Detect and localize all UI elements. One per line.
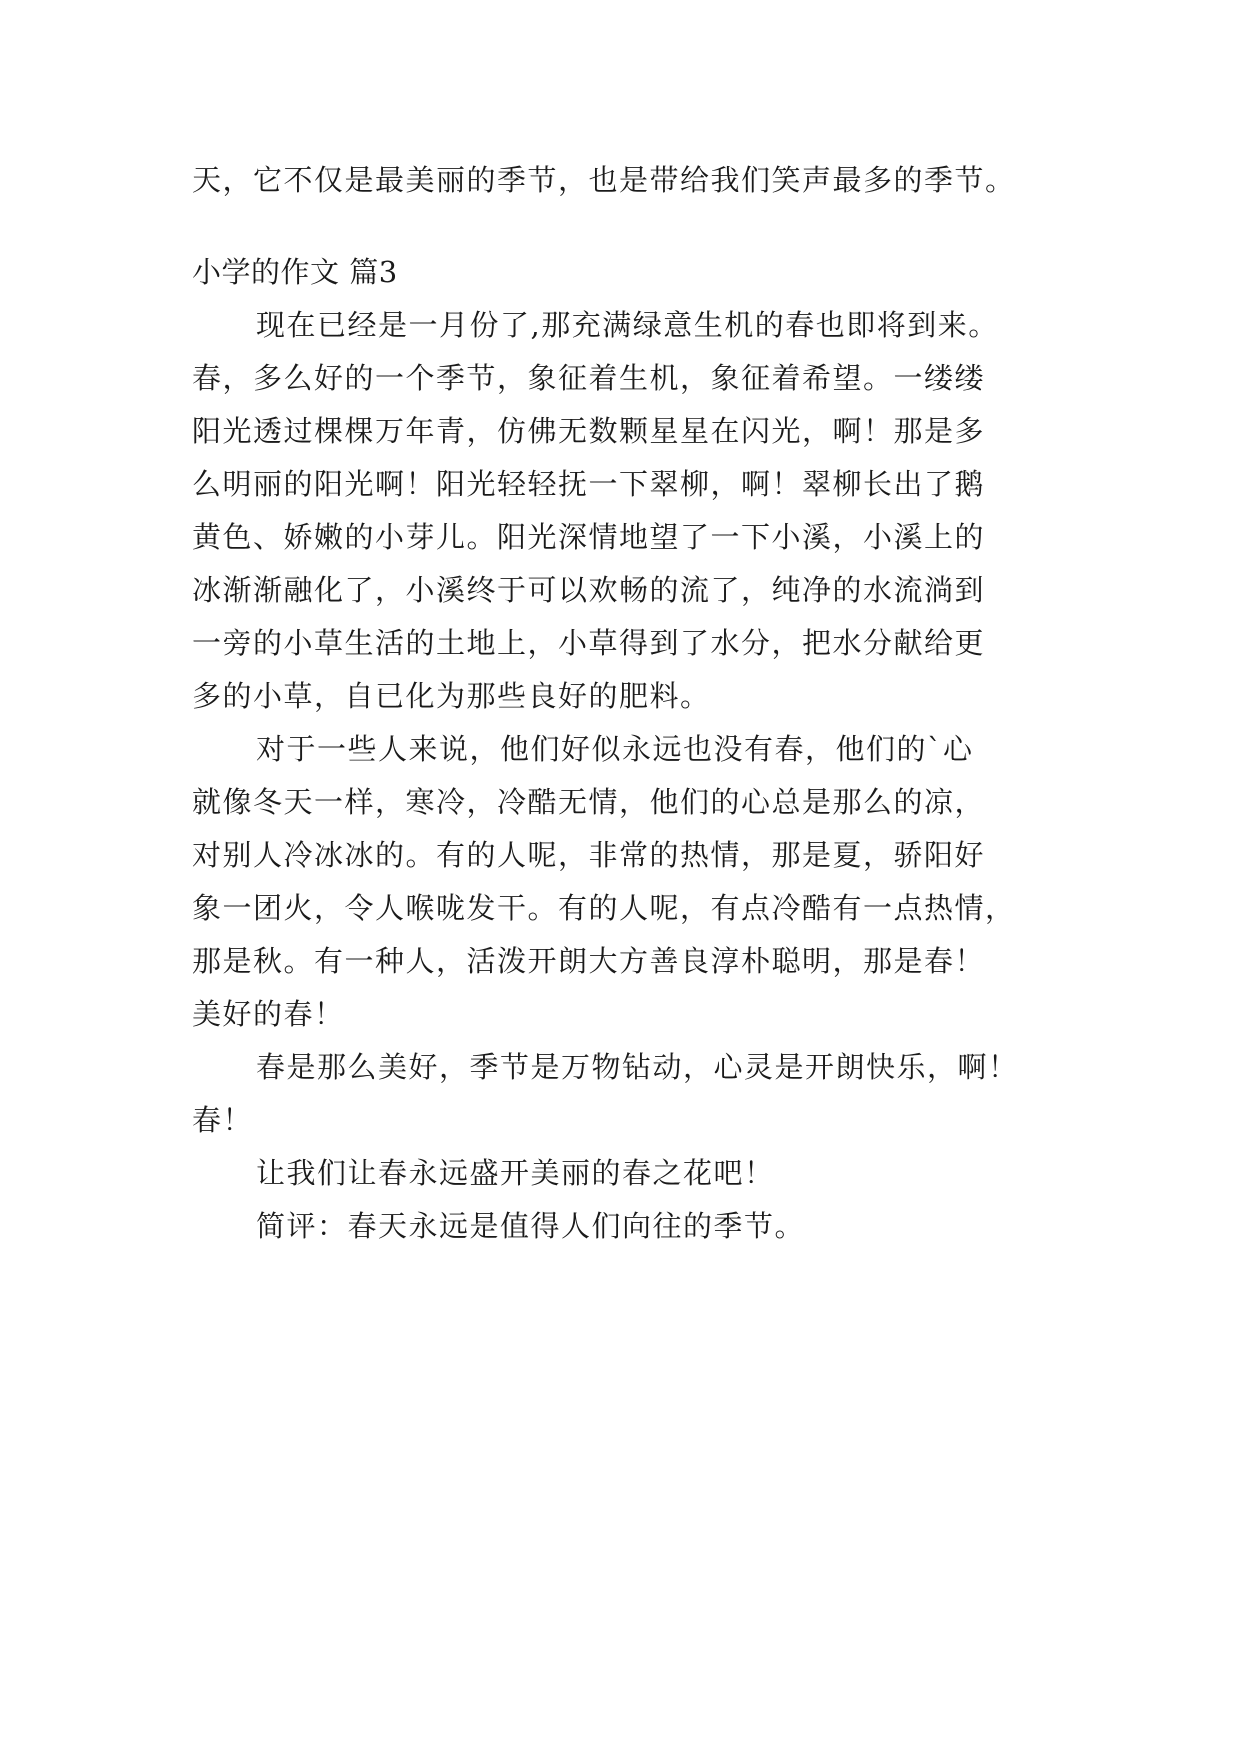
- comment-line: 简评：春天永远是值得人们向往的季节。: [256, 1209, 806, 1243]
- paragraph-1-line-2: 春，多么好的一个季节，象征着生机，象征着希望。一缕缕: [192, 361, 986, 395]
- paragraph-1-line-7: 一旁的小草生活的土地上，小草得到了水分，把水分献给更: [192, 626, 986, 660]
- paragraph-2-line-6: 美好的春！: [192, 997, 345, 1031]
- paragraph-2-line-1: 对于一些人来说，他们好似永远也没有春，他们的`心: [256, 732, 974, 766]
- paragraph-2-line-3: 对别人冷冰冰的。有的人呢，非常的热情，那是夏，骄阳好: [192, 838, 986, 872]
- paragraph-2-line-5: 那是秋。有一种人，活泼开朗大方善良淳朴聪明，那是春！: [192, 944, 986, 978]
- paragraph-1-line-8: 多的小草，自已化为那些良好的肥料。: [192, 679, 711, 713]
- paragraph-2-line-2: 就像冬天一样，寒冷，冷酷无情，他们的心总是那么的凉，: [192, 785, 986, 819]
- paragraph-2-line-4: 象一团火，令人喉咙发干。有的人呢，有点冷酷有一点热情，: [192, 891, 1016, 925]
- paragraph-1-line-5: 黄色、娇嫩的小芽儿。阳光深情地望了一下小溪，小溪上的: [192, 520, 986, 554]
- paragraph-1-line-4: 么明丽的阳光啊！阳光轻轻抚一下翠柳，啊！翠柳长出了鹅: [192, 467, 986, 501]
- paragraph-1-line-6: 冰渐渐融化了，小溪终于可以欢畅的流了，纯净的水流淌到: [192, 573, 986, 607]
- paragraph-3-line-1: 春是那么美好，季节是万物钻动，心灵是开朗快乐，啊！: [256, 1050, 1019, 1084]
- paragraph-1-line-3: 阳光透过棵棵万年青，仿佛无数颗星星在闪光，啊！那是多: [192, 414, 986, 448]
- paragraph-4-line-1: 让我们让春永远盛开美丽的春之花吧！: [256, 1156, 775, 1190]
- paragraph-3-line-2: 春！: [192, 1103, 254, 1137]
- paragraph-1-line-1: 现在已经是一月份了,那充满绿意生机的春也即将到来。: [256, 308, 999, 342]
- section-heading: 小学的作文 篇3: [192, 255, 398, 289]
- text-line-continuation: 天，它不仅是最美丽的季节，也是带给我们笑声最多的季节。: [192, 163, 1016, 197]
